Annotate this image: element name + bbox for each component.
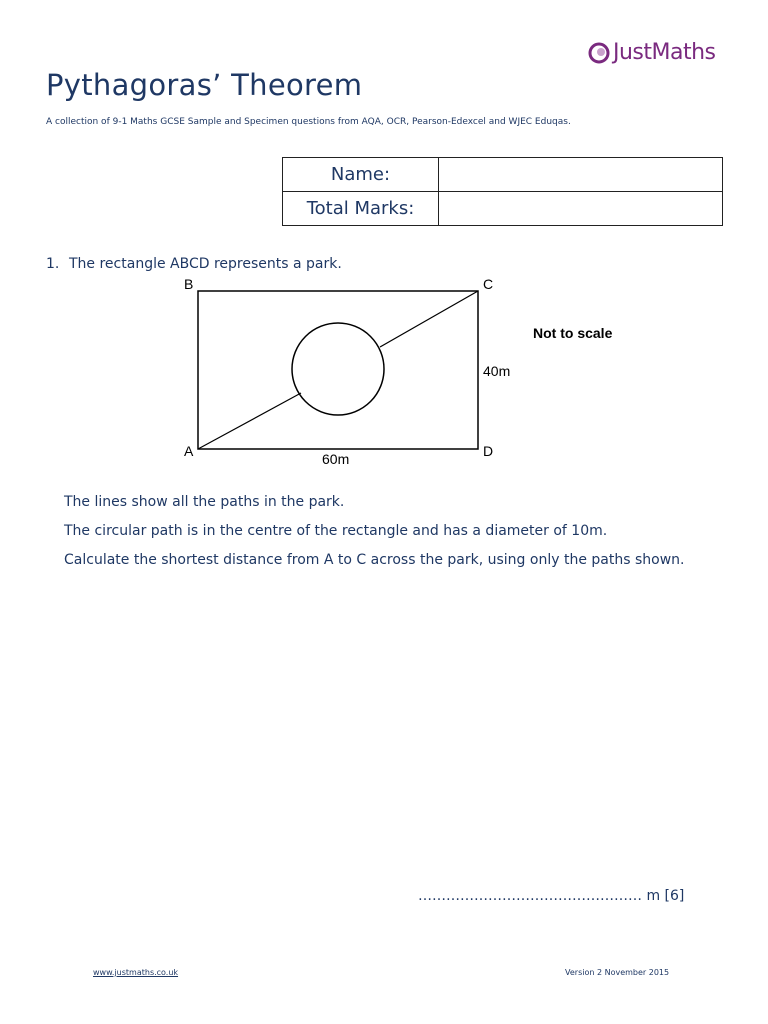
width-label: 60m	[322, 451, 350, 467]
page-title: Pythagoras’ Theorem	[46, 68, 363, 102]
page-subtitle: A collection of 9-1 Maths GCSE Sample and Specimen questions from AQA, OCR, Pearson-Edexcel and WJEC Eduqas.	[46, 117, 571, 127]
question-number: 1.	[46, 256, 60, 272]
label-c: C	[483, 276, 494, 292]
footer-website-link[interactable]: www.justmaths.co.uk	[93, 968, 179, 977]
label-d: D	[483, 443, 494, 459]
label-a: A	[184, 443, 194, 459]
circular-path	[292, 323, 384, 415]
logo-swirl-icon	[588, 42, 610, 64]
justmaths-logo	[588, 40, 716, 65]
total-marks-label: Total Marks:	[283, 192, 439, 226]
height-label: 40m	[483, 363, 511, 379]
answer-line: ………………………………………… m [6]	[418, 888, 685, 904]
total-marks-field[interactable]	[439, 192, 723, 226]
question-intro: The rectangle ABCD represents a park.	[69, 256, 342, 272]
question-line-2: The circular path is in the centre of the rectangle and has a diameter of 10m.	[64, 523, 608, 539]
marks-table	[282, 157, 723, 226]
path-circle-to-c	[380, 291, 478, 347]
name-row	[283, 158, 723, 192]
footer-version: Version 2 November 2015	[565, 968, 670, 977]
name-field[interactable]	[439, 158, 723, 192]
label-b: B	[184, 276, 194, 292]
logo-text: JustMaths	[613, 40, 716, 65]
not-to-scale-note: Not to scale	[533, 325, 613, 341]
question-line-3: Calculate the shortest distance from A to C across the park, using only the paths shown.	[64, 552, 685, 568]
name-label: Name:	[283, 158, 439, 192]
total-marks-row	[283, 192, 723, 226]
question-line-1: The lines show all the paths in the park.	[64, 494, 345, 510]
path-a-to-circle	[198, 393, 301, 449]
park-diagram	[176, 270, 526, 470]
